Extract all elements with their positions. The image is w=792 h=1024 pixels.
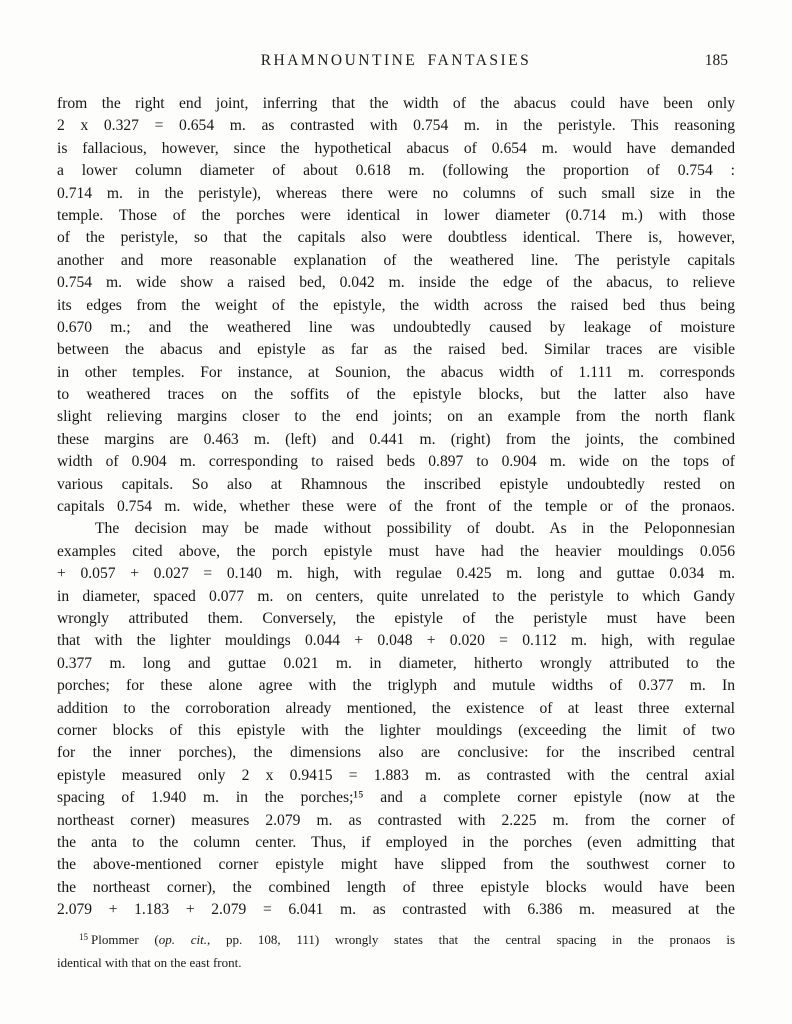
- text-line: porches; for these alone agree with the triglyph and mutule widths of 0.377 m. In: [57, 677, 735, 695]
- text-line: in other temples. For instance, at Sounion, the abacus width of 1.111 m. corresponds: [57, 363, 735, 381]
- text-line: these margins are 0.463 m. (left) and 0.441 m. (right) from the joints, the combined: [57, 430, 735, 448]
- text-line: epistyle measured only 2 x 0.9415 = 1.883 m. as contrasted with the central axial: [57, 766, 735, 784]
- running-head: [57, 52, 735, 72]
- body-text: [57, 93, 735, 921]
- footnote-marker: 15: [79, 932, 88, 942]
- text-line: the anta to the column center. Thus, if employed in the porches (even admitting that: [57, 833, 735, 851]
- text-line: the northeast corner), the combined length of three epistyle blocks would have been: [57, 878, 735, 896]
- text-line: in diameter, spaced 0.077 m. on centers, quite unrelated to the peristyle to which Gandy: [57, 587, 735, 605]
- text-line: capitals 0.754 m. wide, whether these were of the front of the temple or of the pronaos.: [57, 498, 735, 516]
- text-line: slight relieving margins closer to the end joints; on an example from the north flank: [57, 408, 735, 426]
- text-line: another and more reasonable explanation of the weathered line. The peristyle capitals: [57, 251, 735, 269]
- text-line: that with the lighter mouldings 0.044 + 0.048 + 0.020 = 0.112 m. high, with regulae: [57, 632, 735, 650]
- text-line: wrongly attributed them. Conversely, the epistyle of the peristyle must have been: [57, 609, 735, 627]
- paragraph-1: [57, 93, 735, 518]
- text-line: its edges from the weight of the epistyle, the width across the raised bed thus being: [57, 296, 735, 314]
- text-line: examples cited above, the porch epistyle must have had the heavier mouldings 0.056: [57, 542, 735, 560]
- text-line: 0.670 m.; and the weathered line was undoubtedly caused by leakage of moisture: [57, 318, 735, 336]
- text-line: northeast corner) measures 2.079 m. as contrasted with 2.225 m. from the corner of: [57, 811, 735, 829]
- footnote-text-before-italic: Plommer (: [91, 932, 159, 947]
- text-line: for the inner porches), the dimensions also are conclusive: for the inscribed central: [57, 744, 735, 762]
- footnote-line: [57, 929, 735, 952]
- text-line: is fallacious, however, since the hypothetical abacus of 0.654 m. would have demanded: [57, 139, 735, 157]
- text-line: 0.754 m. wide show a raised bed, 0.042 m. inside the edge of the abacus, to relieve: [57, 274, 735, 292]
- text-line: to weathered traces on the soffits of the epistyle blocks, but the latter also have: [57, 386, 735, 404]
- text-line: various capitals. So also at Rhamnous the inscribed epistyle undoubtedly rested on: [57, 475, 735, 493]
- text-line: 2 x 0.327 = 0.654 m. as contrasted with 0.754 m. in the peristyle. This reasoning: [57, 117, 735, 135]
- text-line: of the peristyle, so that the capitals also were doubtless identical. There is, however,: [57, 229, 735, 247]
- text-line: 0.377 m. long and guttae 0.021 m. in diameter, hitherto wrongly attributed to the: [57, 654, 735, 672]
- page-number: 185: [704, 52, 728, 69]
- text-line: 0.714 m. in the peristyle), whereas there were no columns of such small size in the: [57, 184, 735, 202]
- text-line: + 0.057 + 0.027 = 0.140 m. high, with regulae 0.425 m. long and guttae 0.034 m.: [57, 565, 735, 583]
- text-line: width of 0.904 m. corresponding to raised beds 0.897 to 0.904 m. wide on the tops of: [57, 453, 735, 471]
- text-line: temple. Those of the porches were identical in lower diameter (0.714 m.) with those: [57, 206, 735, 224]
- footnote: [57, 929, 735, 974]
- text-line: the above-mentioned corner epistyle might have slipped from the southwest corner to: [57, 856, 735, 874]
- text-line: addition to the corroboration already mentioned, the existence of at least three external: [57, 699, 735, 717]
- footnote-citation: op. cit.: [158, 932, 207, 947]
- text-line: a lower column diameter of about 0.618 m. (following the proportion of 0.754 :: [57, 162, 735, 180]
- paragraph-2: [57, 518, 735, 921]
- footnote-text-after-italic: , pp. 108, 111) wrongly states that the central spacing in the pronaos is: [206, 932, 736, 947]
- text-line: spacing of 1.940 m. in the porches;¹⁵ and a complete corner epistyle (now at the: [57, 789, 735, 807]
- text-line: The decision may be made without possibility of doubt. As in the Peloponnesian: [95, 520, 735, 538]
- text-line: 2.079 + 1.183 + 2.079 = 6.041 m. as contrasted with 6.386 m. measured at the: [57, 901, 735, 919]
- text-line: corner blocks of this epistyle with the lighter mouldings (exceeding the limit of two: [57, 721, 735, 739]
- footnote-line: identical with that on the east front.: [57, 954, 242, 970]
- page-title: RHAMNOUNTINE FANTASIES: [260, 52, 532, 69]
- text-line: from the right end joint, inferring that the width of the abacus could have been only: [57, 95, 735, 112]
- text-line: between the abacus and epistyle as far as the raised bed. Similar traces are visible: [57, 341, 735, 359]
